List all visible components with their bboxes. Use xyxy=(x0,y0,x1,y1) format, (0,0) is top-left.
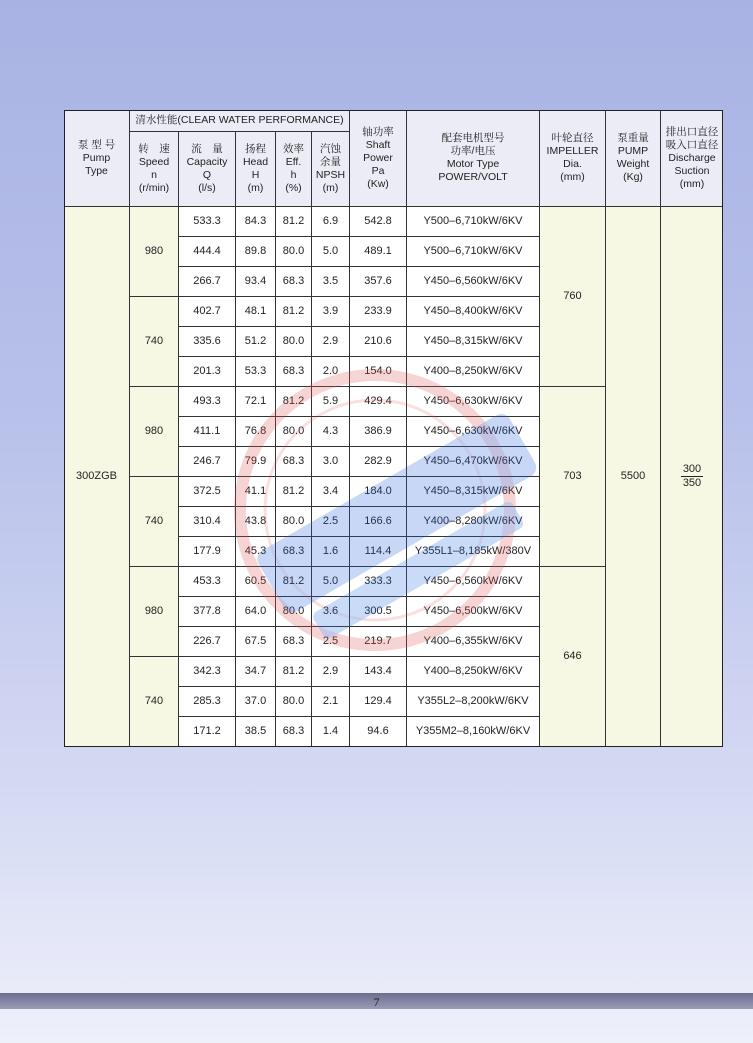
npsh-cell: 5.9 xyxy=(312,387,350,417)
page-number: 7 xyxy=(373,995,380,1009)
shaft-power-cell: 210.6 xyxy=(350,327,407,357)
shaft-power-cell: 542.8 xyxy=(350,207,407,237)
table-grid xyxy=(64,110,723,747)
speed-cell: 980 xyxy=(130,207,179,297)
efficiency-cell: 68.3 xyxy=(276,717,312,747)
header-motor-type-line: Motor Type xyxy=(446,158,500,170)
npsh-cell: 3.5 xyxy=(312,267,350,297)
header-discharge-suction-line: 排出口直径 xyxy=(665,125,719,138)
shaft-power-cell: 233.9 xyxy=(350,297,407,327)
header-capacity-line: (l/s) xyxy=(198,182,216,194)
efficiency-cell: 81.2 xyxy=(276,297,312,327)
motor-type-cell: Y450–6,630kW/6KV xyxy=(407,387,540,417)
shaft-power-cell: 333.3 xyxy=(350,567,407,597)
header-pump-weight-line: PUMP xyxy=(617,145,649,157)
header-shaft-power-line: Shaft xyxy=(365,138,391,151)
pump-weight-cell: 5500 xyxy=(606,207,661,747)
motor-type-cell: Y400–8,280kW/6KV xyxy=(407,507,540,537)
header-pump-type-line: Pump xyxy=(82,151,111,164)
header-motor-type xyxy=(407,110,540,207)
speed-cell: 740 xyxy=(130,477,179,567)
shaft-power-cell: 94.6 xyxy=(350,717,407,747)
shaft-power-cell: 282.9 xyxy=(350,447,407,477)
npsh-cell: 3.6 xyxy=(312,597,350,627)
header-discharge-suction-line: Discharge xyxy=(668,151,716,164)
head-cell: 53.3 xyxy=(236,357,276,387)
header-speed-line: 转 速 xyxy=(138,143,170,155)
capacity-cell: 310.4 xyxy=(179,507,236,537)
efficiency-cell: 80.0 xyxy=(276,507,312,537)
capacity-cell: 372.5 xyxy=(179,477,236,507)
discharge-diameter: 300 xyxy=(682,463,702,475)
speed-cell: 740 xyxy=(130,297,179,387)
capacity-cell: 285.3 xyxy=(179,687,236,717)
suction-diameter: 350 xyxy=(682,477,702,489)
head-cell: 37.0 xyxy=(236,687,276,717)
efficiency-cell: 80.0 xyxy=(276,327,312,357)
header-discharge-suction-line: (mm) xyxy=(679,177,705,190)
header-npsh-line: 余量 xyxy=(320,156,341,168)
header-efficiency-line: 效率 xyxy=(283,143,304,155)
header-shaft-power-line: (Kw) xyxy=(367,177,389,190)
head-cell: 48.1 xyxy=(236,297,276,327)
shaft-power-cell: 219.7 xyxy=(350,627,407,657)
pump-performance-table xyxy=(64,110,723,747)
header-discharge-suction xyxy=(661,110,723,207)
head-cell: 89.8 xyxy=(236,237,276,267)
head-cell: 38.5 xyxy=(236,717,276,747)
header-impeller-dia-line: Dia. xyxy=(563,158,582,170)
header-npsh xyxy=(312,132,350,207)
head-cell: 76.8 xyxy=(236,417,276,447)
head-cell: 51.2 xyxy=(236,327,276,357)
motor-type-cell: Y450–6,630kW/6KV xyxy=(407,417,540,447)
efficiency-cell: 80.0 xyxy=(276,417,312,447)
capacity-cell: 266.7 xyxy=(179,267,236,297)
shaft-power-cell: 489.1 xyxy=(350,237,407,267)
npsh-cell: 1.4 xyxy=(312,717,350,747)
speed-cell: 740 xyxy=(130,657,179,747)
motor-type-cell: Y400–6,355kW/6KV xyxy=(407,627,540,657)
head-cell: 72.1 xyxy=(236,387,276,417)
npsh-cell: 3.4 xyxy=(312,477,350,507)
npsh-cell: 3.9 xyxy=(312,297,350,327)
efficiency-cell: 81.2 xyxy=(276,657,312,687)
header-shaft-power-line: Pa xyxy=(371,164,385,177)
capacity-cell: 402.7 xyxy=(179,297,236,327)
header-shaft-power-line: 轴功率 xyxy=(362,125,394,138)
motor-type-cell: Y500–6,710kW/6KV xyxy=(407,207,540,237)
header-pump-type xyxy=(64,110,130,207)
head-cell: 60.5 xyxy=(236,567,276,597)
head-cell: 34.7 xyxy=(236,657,276,687)
header-pump-weight-line: (Kg) xyxy=(623,171,643,183)
efficiency-cell: 68.3 xyxy=(276,627,312,657)
shaft-power-cell: 184.0 xyxy=(350,477,407,507)
header-shaft-power-line: Power xyxy=(363,151,393,164)
header-pump-type-line: 泵 型 号 xyxy=(77,138,116,151)
motor-type-cell: Y450–6,500kW/6KV xyxy=(407,597,540,627)
header-impeller-dia xyxy=(540,110,606,207)
efficiency-cell: 80.0 xyxy=(276,687,312,717)
impeller-dia-cell: 646 xyxy=(540,567,606,747)
header-speed xyxy=(130,132,179,207)
shaft-power-cell: 300.5 xyxy=(350,597,407,627)
impeller-dia-cell: 703 xyxy=(540,387,606,567)
capacity-cell: 201.3 xyxy=(179,357,236,387)
npsh-cell: 2.1 xyxy=(312,687,350,717)
head-cell: 64.0 xyxy=(236,597,276,627)
efficiency-cell: 68.3 xyxy=(276,267,312,297)
shaft-power-cell: 357.6 xyxy=(350,267,407,297)
motor-type-cell: Y355L2–8,200kW/6KV xyxy=(407,687,540,717)
header-efficiency xyxy=(276,132,312,207)
capacity-cell: 493.3 xyxy=(179,387,236,417)
head-cell: 45.3 xyxy=(236,537,276,567)
header-capacity xyxy=(179,132,236,207)
shaft-power-cell: 429.4 xyxy=(350,387,407,417)
header-head-line: H xyxy=(251,169,260,181)
npsh-cell: 2.5 xyxy=(312,507,350,537)
efficiency-cell: 81.2 xyxy=(276,477,312,507)
header-capacity-line: Q xyxy=(202,169,212,181)
header-efficiency-line: h xyxy=(290,169,297,181)
npsh-cell: 2.5 xyxy=(312,627,350,657)
discharge-suction-fraction xyxy=(681,463,703,490)
header-speed-line: n xyxy=(151,169,157,181)
header-pump-weight-line: 泵重量 xyxy=(617,132,649,144)
header-impeller-dia-line: 叶轮直径 xyxy=(551,132,594,144)
header-head-line: 扬程 xyxy=(245,143,266,155)
motor-type-cell: Y450–6,560kW/6KV xyxy=(407,267,540,297)
npsh-cell: 2.0 xyxy=(312,357,350,387)
header-npsh-line: NPSH xyxy=(315,169,346,181)
motor-type-cell: Y450–8,315kW/6KV xyxy=(407,327,540,357)
header-impeller-dia-line: (mm) xyxy=(560,171,585,183)
header-speed-line: Speed xyxy=(138,156,170,168)
motor-type-cell: Y355M2–8,160kW/6KV xyxy=(407,717,540,747)
motor-type-cell: Y450–8,315kW/6KV xyxy=(407,477,540,507)
motor-type-cell: Y400–8,250kW/6KV xyxy=(407,657,540,687)
capacity-cell: 177.9 xyxy=(179,537,236,567)
header-efficiency-line: Eff. xyxy=(285,156,302,168)
header-shaft-power xyxy=(350,110,407,207)
efficiency-cell: 68.3 xyxy=(276,537,312,567)
capacity-cell: 335.6 xyxy=(179,327,236,357)
head-cell: 41.1 xyxy=(236,477,276,507)
shaft-power-cell: 166.6 xyxy=(350,507,407,537)
head-cell: 43.8 xyxy=(236,507,276,537)
header-clear-water-performance: 清水性能(CLEAR WATER PERFORMANCE) xyxy=(130,110,350,132)
efficiency-cell: 81.2 xyxy=(276,207,312,237)
shaft-power-cell: 114.4 xyxy=(350,537,407,567)
npsh-cell: 2.9 xyxy=(312,327,350,357)
header-speed-line: (r/min) xyxy=(138,182,170,194)
head-cell: 93.4 xyxy=(236,267,276,297)
header-impeller-dia-line: IMPELLER xyxy=(546,145,599,157)
capacity-cell: 226.7 xyxy=(179,627,236,657)
capacity-cell: 411.1 xyxy=(179,417,236,447)
capacity-cell: 444.4 xyxy=(179,237,236,267)
efficiency-cell: 81.2 xyxy=(276,387,312,417)
header-capacity-line: Capacity xyxy=(186,156,228,168)
header-head-line: Head xyxy=(242,156,269,168)
motor-type-cell: Y500–6,710kW/6KV xyxy=(407,237,540,267)
npsh-cell: 2.9 xyxy=(312,657,350,687)
capacity-cell: 453.3 xyxy=(179,567,236,597)
efficiency-cell: 81.2 xyxy=(276,567,312,597)
npsh-cell: 5.0 xyxy=(312,237,350,267)
header-npsh-line: 汽蚀 xyxy=(320,143,341,155)
header-head-line: (m) xyxy=(247,182,264,194)
header-capacity-line: 流 量 xyxy=(191,143,223,155)
header-efficiency-line: (%) xyxy=(285,182,302,194)
npsh-cell: 3.0 xyxy=(312,447,350,477)
motor-type-cell: Y400–8,250kW/6KV xyxy=(407,357,540,387)
motor-type-cell: Y355L1–8,185kW/380V xyxy=(407,537,540,567)
npsh-cell: 5.0 xyxy=(312,567,350,597)
speed-cell: 980 xyxy=(130,387,179,477)
header-discharge-suction-line: Suction xyxy=(674,164,710,177)
header-pump-weight xyxy=(606,110,661,207)
npsh-cell: 6.9 xyxy=(312,207,350,237)
motor-type-cell: Y450–6,470kW/6KV xyxy=(407,447,540,477)
npsh-cell: 4.3 xyxy=(312,417,350,447)
motor-type-cell: Y450–6,560kW/6KV xyxy=(407,567,540,597)
efficiency-cell: 80.0 xyxy=(276,237,312,267)
motor-type-cell: Y450–8,400kW/6KV xyxy=(407,297,540,327)
shaft-power-cell: 143.4 xyxy=(350,657,407,687)
speed-cell: 980 xyxy=(130,567,179,657)
shaft-power-cell: 386.9 xyxy=(350,417,407,447)
header-head xyxy=(236,132,276,207)
capacity-cell: 377.8 xyxy=(179,597,236,627)
header-npsh-line: (m) xyxy=(322,182,339,194)
efficiency-cell: 68.3 xyxy=(276,447,312,477)
head-cell: 79.9 xyxy=(236,447,276,477)
impeller-dia-cell: 760 xyxy=(540,207,606,387)
discharge-suction-cell xyxy=(661,207,723,747)
header-motor-type-line: POWER/VOLT xyxy=(438,171,508,183)
capacity-cell: 533.3 xyxy=(179,207,236,237)
header-motor-type-line: 功率/电压 xyxy=(450,145,496,157)
capacity-cell: 171.2 xyxy=(179,717,236,747)
npsh-cell: 1.6 xyxy=(312,537,350,567)
capacity-cell: 246.7 xyxy=(179,447,236,477)
efficiency-cell: 80.0 xyxy=(276,597,312,627)
header-discharge-suction-line: 吸入口直径 xyxy=(665,138,719,151)
shaft-power-cell: 154.0 xyxy=(350,357,407,387)
capacity-cell: 342.3 xyxy=(179,657,236,687)
header-pump-type-line: Type xyxy=(85,164,108,177)
efficiency-cell: 68.3 xyxy=(276,357,312,387)
head-cell: 84.3 xyxy=(236,207,276,237)
pump-model-cell: 300ZGB xyxy=(64,207,130,747)
shaft-power-cell: 129.4 xyxy=(350,687,407,717)
header-pump-weight-line: Weight xyxy=(616,158,650,170)
head-cell: 67.5 xyxy=(236,627,276,657)
header-motor-type-line: 配套电机型号 xyxy=(441,132,505,144)
